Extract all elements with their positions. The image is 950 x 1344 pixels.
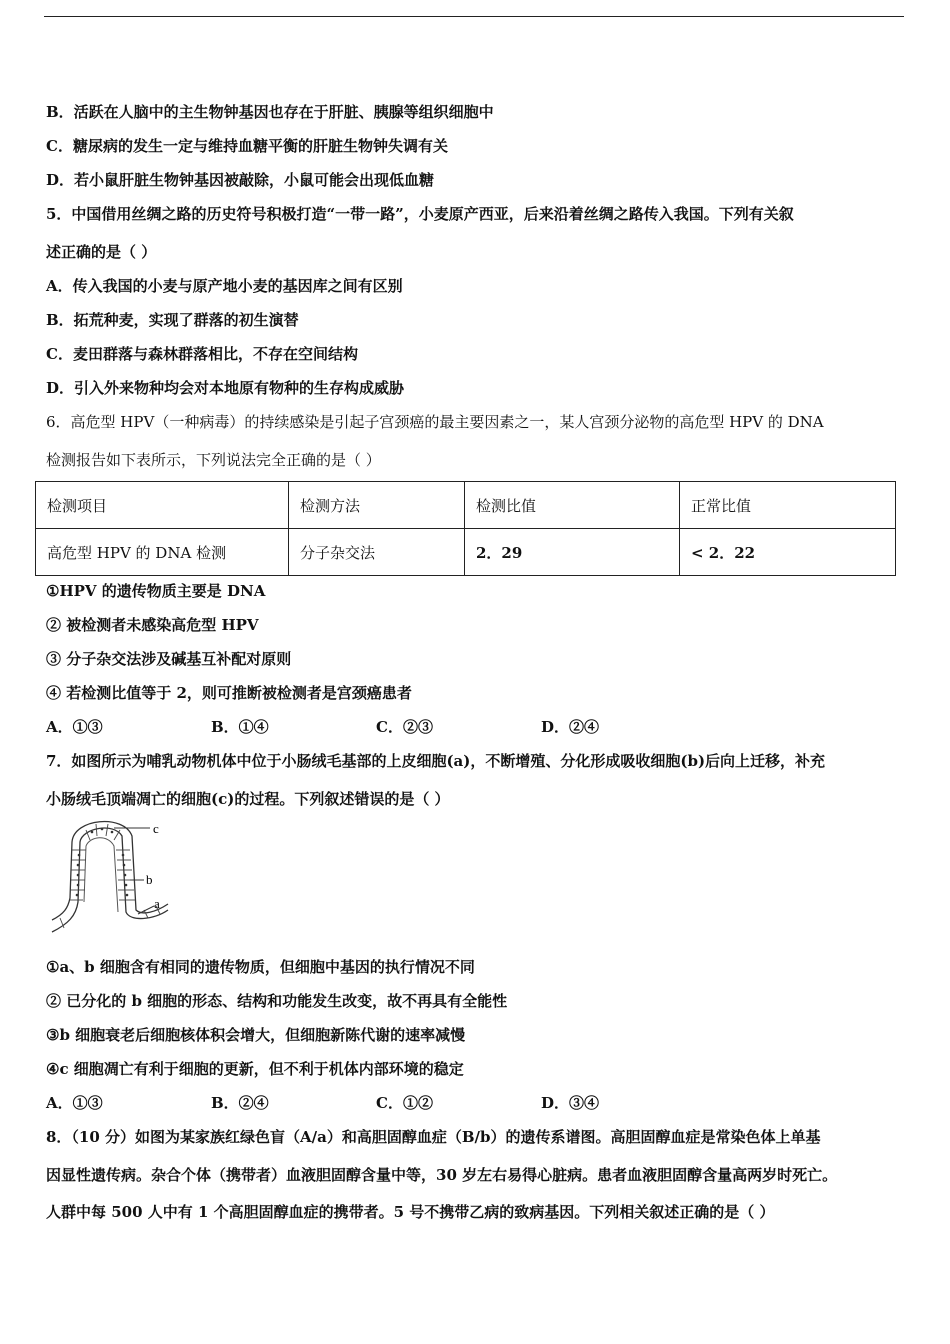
q6-option-d: D．②④	[541, 718, 600, 736]
q6-stem-line2: 检测报告如下表所示，下列说法完全正确的是（ ）	[46, 451, 381, 469]
q4-option-b: B．活跃在人脑中的主生物钟基因也存在于肝脏、胰腺等组织细胞中	[46, 103, 494, 121]
q8-stem-line2: 因显性遗传病。杂合个体（携带者）血液胆固醇含量中等，30 岁左右易得心脏病。患者血液胆固醇含量高两岁时死亡。	[46, 1166, 838, 1184]
q4-option-d: D．若小鼠肝脏生物钟基因被敲除，小鼠可能会出现低血糖	[46, 171, 435, 189]
table-row	[36, 529, 896, 576]
q6-statement-2: ② 被检测者未感染高危型 HPV	[46, 616, 259, 634]
q5-option-b: B．拓荒种麦，实现了群落的初生演替	[46, 311, 299, 329]
table-header-cell: 正常比值	[680, 482, 896, 529]
intestinal-villus-figure	[50, 820, 170, 938]
table-cell: 2．29	[465, 529, 680, 576]
q7-stem-line1: 7．如图所示为哺乳动物机体中位于小肠绒毛基部的上皮细胞(a)，不断增殖、分化形成吸收细胞(b)后向上迁移，补充	[46, 752, 826, 770]
q6-stem-line1: 6．高危型 HPV（一种病毒）的持续感染是引起子宫颈癌的最主要因素之一，某人宫颈分泌物的高危型 HPV 的 DNA	[46, 413, 824, 431]
label-b: b	[146, 872, 153, 887]
label-c: c	[153, 821, 159, 836]
q6-options	[46, 717, 599, 737]
header-rule	[44, 16, 904, 17]
table-header-cell: 检测项目	[36, 482, 289, 529]
q6-statement-1: ①HPV 的遗传物质主要是 DNA	[46, 582, 266, 600]
q5-option-a: A．传入我国的小麦与原产地小麦的基因库之间有区别	[46, 277, 403, 295]
q6-option-c: C．②③	[376, 718, 433, 736]
q5-option-d: D．引入外来物种均会对本地原有物种的生存构成威胁	[46, 379, 405, 397]
label-a: a	[154, 896, 160, 911]
q6-statement-3: ③ 分子杂交法涉及碱基互补配对原则	[46, 650, 292, 668]
q7-statement-3: ③b 细胞衰老后细胞核体积会增大，但细胞新陈代谢的速率减慢	[46, 1026, 466, 1044]
table-header-cell: 检测比值	[465, 482, 680, 529]
q8-stem-line1: 8．（10 分）如图为某家族红绿色盲（A/a）和高胆固醇血症（B/b）的遗传系谱图。高胆固醇血症是常染色体上单基	[46, 1128, 821, 1146]
q7-statement-2: ② 已分化的 b 细胞的形态、结构和功能发生改变，故不再具有全能性	[46, 992, 508, 1010]
q5-stem-line1: 5．中国借用丝绸之路的历史符号积极打造“一带一路”，小麦原产西亚，后来沿着丝绸之路传入我国。下列有关叙	[46, 205, 794, 223]
table-cell: < 2．22	[680, 529, 896, 576]
q7-options	[46, 1093, 599, 1113]
table-header-cell: 检测方法	[289, 482, 465, 529]
hpv-report-table	[35, 481, 896, 576]
table-header-row	[36, 482, 896, 529]
q7-option-b: B．②④	[211, 1094, 269, 1112]
q7-statement-1: ①a、b 细胞含有相同的遗传物质，但细胞中基因的执行情况不同	[46, 958, 475, 976]
q7-option-c: C．①②	[376, 1094, 433, 1112]
q7-option-d: D．③④	[541, 1094, 600, 1112]
table-cell: 分子杂交法	[289, 529, 465, 576]
table-cell: 高危型 HPV 的 DNA 检测	[36, 529, 289, 576]
q7-option-a: A．①③	[46, 1094, 103, 1112]
q6-option-a: A．①③	[46, 718, 103, 736]
q4-option-c: C．糖尿病的发生一定与维持血糖平衡的肝脏生物钟失调有关	[46, 137, 448, 155]
q8-stem-line3: 人群中每 500 人中有 1 个高胆固醇血症的携带者。5 号不携带乙病的致病基因。下列相关叙述正确的是（ ）	[46, 1203, 775, 1221]
q6-option-b: B．①④	[211, 718, 269, 736]
q5-option-c: C．麦田群落与森林群落相比，不存在空间结构	[46, 345, 358, 363]
q7-statement-4: ④c 细胞凋亡有利于细胞的更新，但不利于机体内部环境的稳定	[46, 1060, 464, 1078]
q5-stem-line2: 述正确的是（ ）	[46, 243, 157, 261]
q6-statement-4: ④ 若检测比值等于 2，则可推断被检测者是宫颈癌患者	[46, 684, 412, 702]
q7-stem-line2: 小肠绒毛顶端凋亡的细胞(c)的过程。下列叙述错误的是（ ）	[46, 790, 450, 808]
